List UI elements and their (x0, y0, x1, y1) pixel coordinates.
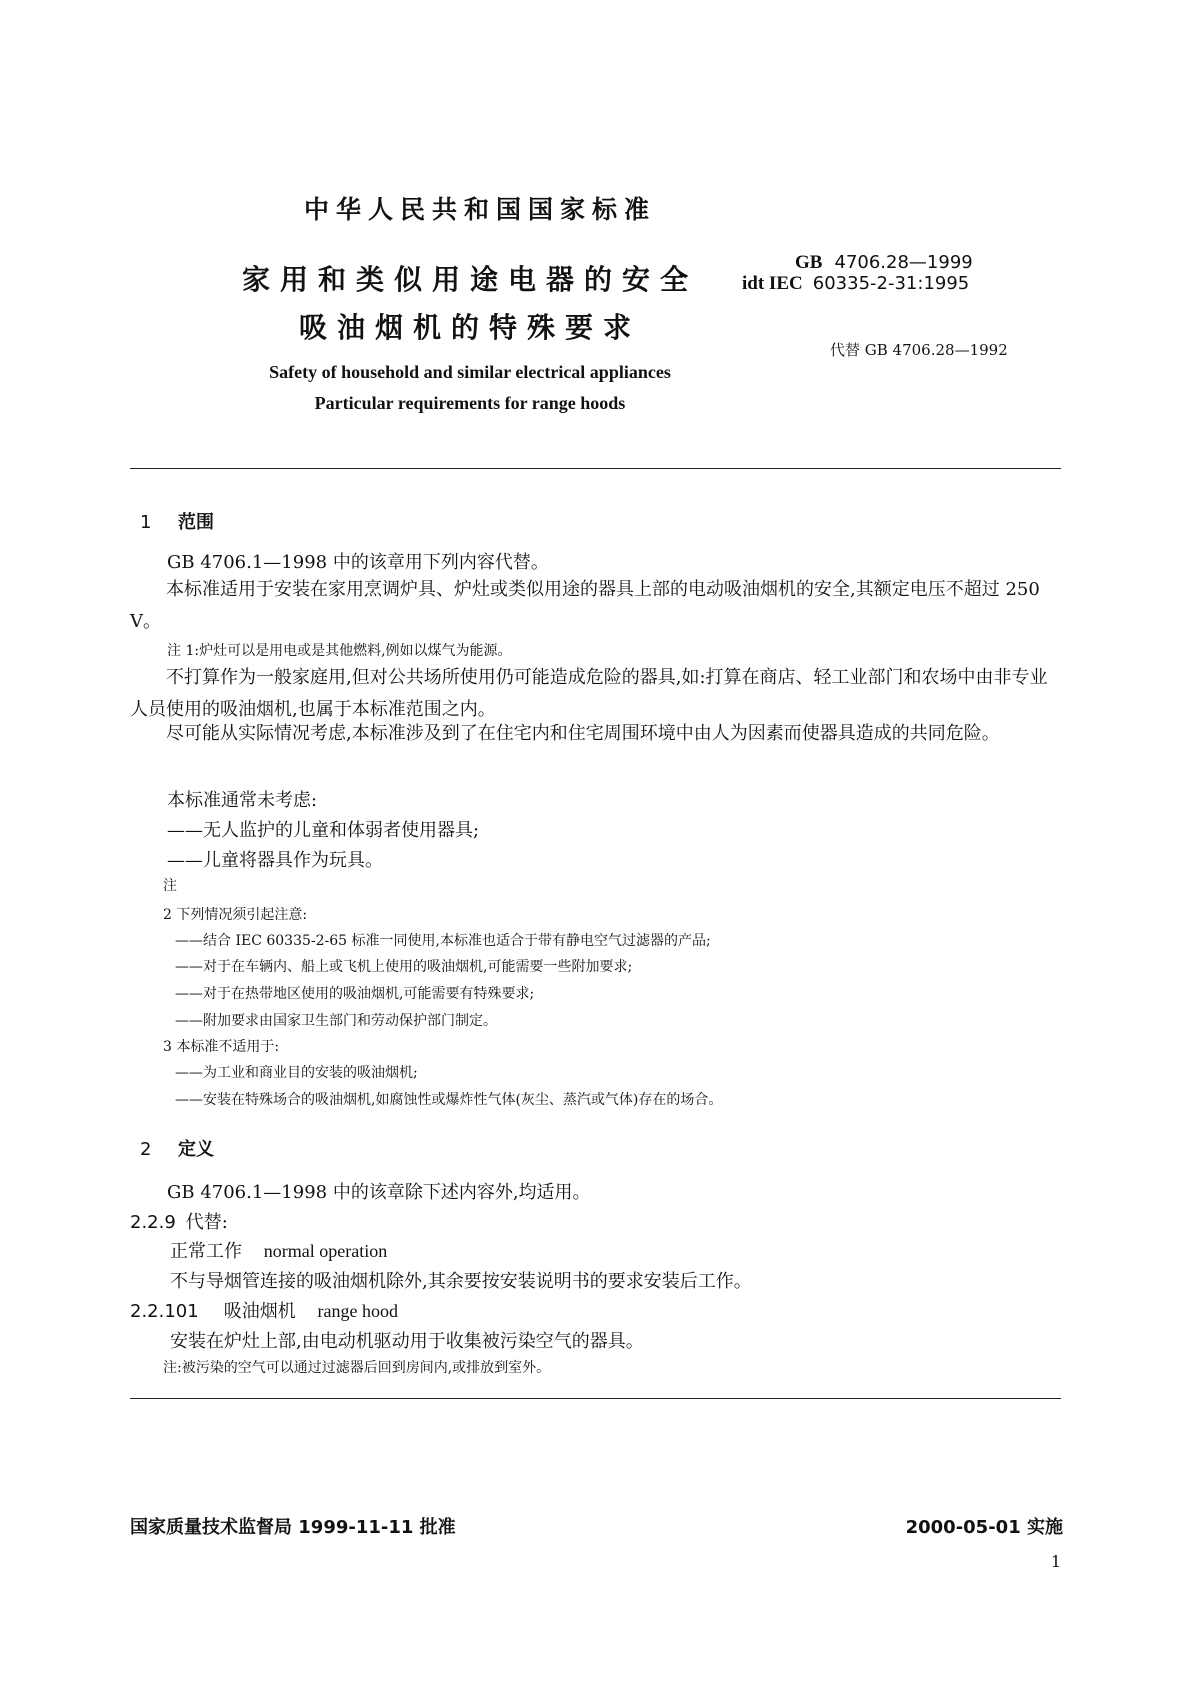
clause-2-2-101 (130, 1297, 398, 1323)
gb-prefix: GB (795, 252, 823, 273)
national-standard-heading: 中华人民共和国国家标准 (303, 195, 656, 224)
term-definition: 不与导烟管连接的吸油烟机除外,其余要按安装说明书的要求安装后工作。 (170, 1271, 752, 1292)
note-item: ——附加要求由国家卫生部门和劳动保护部门制定。 (175, 1013, 497, 1029)
idt-number (742, 272, 969, 295)
note-1: 注 1:炉灶可以是用电或是其他燃料,例如以煤气为能源。 (167, 643, 512, 659)
page-number: 1 (1050, 1552, 1061, 1571)
clause-text: 代替: (185, 1212, 228, 1233)
approval-date: 国家质量技术监督局 1999-11-11 批准 (130, 1517, 456, 1538)
implementation-date: 2000-05-01 实施 (905, 1517, 1063, 1538)
title-cn-line2: 吸油烟机的特殊要求 (298, 311, 641, 344)
clause-2-2-9 (130, 1208, 228, 1234)
paragraph: GB 4706.1—1998 中的该章用下列内容代替。 (167, 552, 549, 573)
term-cn: 正常工作 (170, 1241, 242, 1262)
paragraph: 本标准通常未考虑: (167, 790, 318, 811)
list-item: ——无人监护的儿童和体弱者使用器具; (167, 820, 480, 841)
list-item: ——儿童将器具作为玩具。 (167, 850, 383, 871)
title-en-line1: Safety of household and similar electrical appliances (269, 362, 671, 382)
gb-number (795, 251, 973, 274)
note-3-title: 3 本标准不适用于: (163, 1039, 280, 1055)
term-normal-operation (170, 1237, 387, 1263)
definition-note: 注:被污染的空气可以通过过滤器后回到房间内,或排放到室外。 (163, 1360, 551, 1376)
section-number: 1 (140, 512, 152, 533)
clause-number: 2.2.101 (130, 1301, 199, 1322)
term-definition: 安装在炉灶上部,由电动机驱动用于收集被污染空气的器具。 (170, 1331, 644, 1352)
section-title: 定义 (178, 1139, 214, 1160)
clause-number: 2.2.9 (130, 1212, 176, 1233)
gb-number-value: 4706.28—1999 (834, 252, 973, 273)
term-en: range hood (317, 1301, 398, 1321)
footer-divider (130, 1398, 1061, 1399)
section-number: 2 (140, 1139, 152, 1160)
title-en-line2: Particular requirements for range hoods (314, 393, 626, 413)
term-cn: 吸油烟机 (223, 1301, 296, 1322)
term-en: normal operation (263, 1241, 388, 1261)
note-item: ——对于在热带地区使用的吸油烟机,可能需要有特殊要求; (175, 986, 535, 1002)
note-item: ——结合 IEC 60335-2-65 标准一同使用,本标准也适合于带有静电空气过滤器的产品; (175, 933, 711, 949)
header-divider (130, 468, 1061, 469)
note-item: ——对于在车辆内、船上或飞机上使用的吸油烟机,可能需要一些附加要求; (175, 959, 633, 975)
note-2-title: 2 下列情况须引起注意: (163, 907, 308, 923)
paragraph: 本标准适用于安装在家用烹调炉具、炉灶或类似用途的器具上部的电动吸油烟机的安全,其额定电压不超过 250 V。 (130, 579, 1040, 632)
section-1-heading (140, 508, 214, 534)
paragraph: GB 4706.1—1998 中的该章除下述内容外,均适用。 (167, 1182, 591, 1203)
title-cn-line1: 家用和类似用途电器的安全 (241, 263, 698, 296)
section-2-heading (140, 1135, 214, 1161)
replaces-note: 代替 GB 4706.28—1992 (830, 341, 1008, 359)
note-item: ——安装在特殊场合的吸油烟机,如腐蚀性或爆炸性气体(灰尘、蒸汽或气体)存在的场合。 (175, 1092, 723, 1108)
note-item: ——为工业和商业目的安装的吸油烟机; (175, 1065, 418, 1081)
paragraph: 尽可能从实际情况考虑,本标准涉及到了在住宅内和住宅周围环境中由人为因素而使器具造成的共同危险。 (166, 723, 1000, 744)
section-title: 范围 (178, 512, 214, 533)
paragraph: 不打算作为一般家庭用,但对公共场所使用仍可能造成危险的器具,如:打算在商店、轻工业部门和农场中由非专业人员使用的吸油烟机,也属于本标准范围之内。 (130, 667, 1048, 720)
idt-prefix: idt IEC (742, 273, 803, 294)
idt-number-value: 60335-2-31:1995 (812, 273, 970, 294)
note-label: 注 (163, 878, 177, 894)
